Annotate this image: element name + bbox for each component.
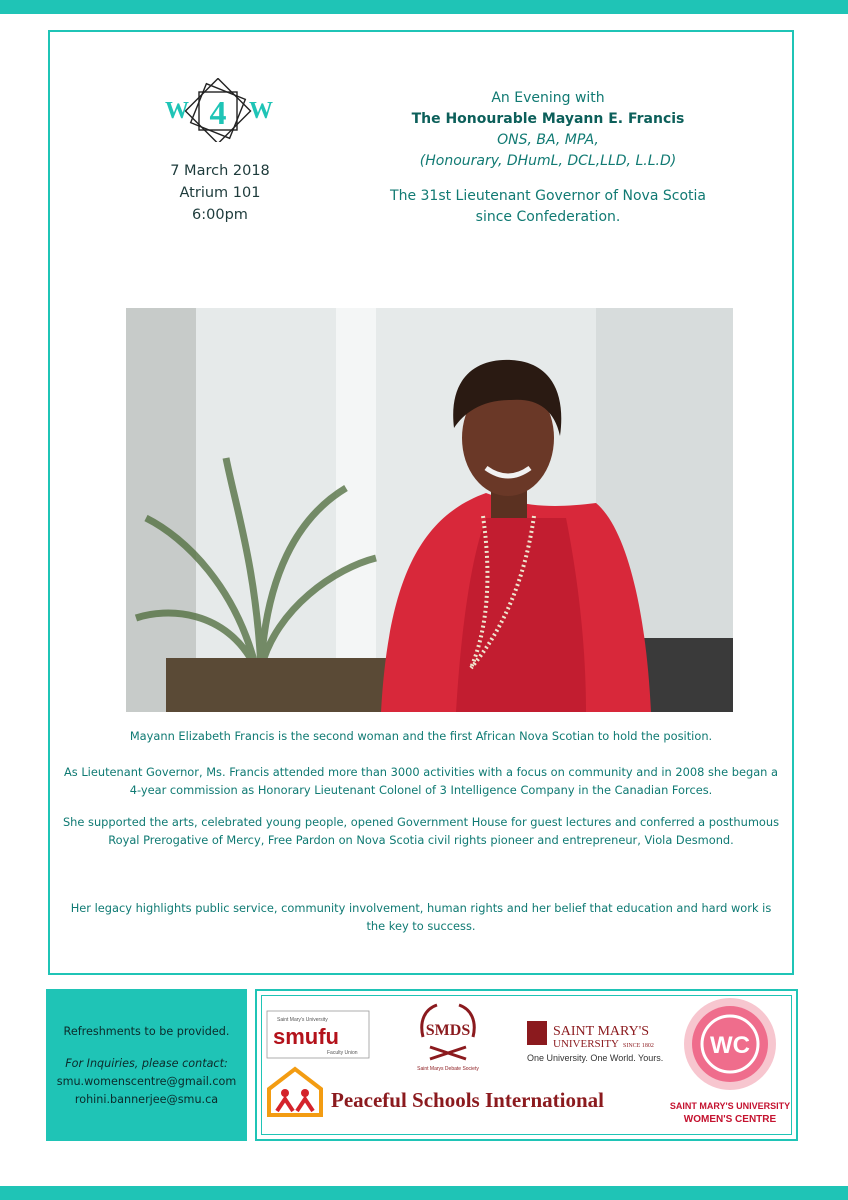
contact-email-1[interactable]: smu.womenscentre@gmail.com — [56, 1075, 237, 1088]
wc-line-2: WOMEN'S CENTRE — [683, 1114, 777, 1125]
refreshments-note: Refreshments to be provided. — [63, 1025, 230, 1038]
smu-main-2: UNIVERSITY — [553, 1038, 619, 1050]
sponsor-logos — [255, 989, 798, 1141]
event-location: Atrium 101 — [179, 185, 261, 201]
wc-line-1: SAINT MARY'S UNIVERSITY — [669, 1101, 791, 1111]
speaker-credentials-1: ONS, BA, MPA, — [497, 132, 599, 148]
smufu-main: smufu — [273, 1024, 339, 1049]
contact-email-2[interactable]: rohini.bannerjee@smu.ca — [74, 1093, 219, 1106]
smufu-logo — [267, 1011, 369, 1058]
contact-box — [46, 989, 247, 1141]
inquiries-label: For Inquiries, please contact: — [65, 1057, 228, 1070]
headline-intro: An Evening with — [491, 90, 605, 106]
speaker-name: The Honourable Mayann E. Francis — [411, 111, 685, 127]
speaker-credentials-2: (Honourary, DHumL, DCL,LLD, L.L.D) — [419, 153, 677, 169]
top-accent-band — [0, 0, 848, 14]
speaker-role-1: The 31st Lieutenant Governor of Nova Scotia — [390, 188, 706, 204]
smds-caption: Saint Marys Debate Society — [417, 1066, 479, 1072]
event-time: 6:00pm — [192, 207, 248, 223]
smu-crest-icon — [527, 1021, 547, 1045]
smufu-small-top: Saint Mary's University — [277, 1017, 328, 1023]
bio-paragraph-2: As Lieutenant Governor, Ms. Francis attended more than 3000 activities with a focus on community and in 2008 she began a 4-year commission as Honorary Lieutenant Colonel of 3 Intelligence Company in the Canadian Forces. — [63, 765, 779, 797]
womens-centre-logo — [670, 998, 790, 1125]
psi-logo — [269, 1069, 604, 1115]
bottom-accent-band — [0, 1186, 848, 1200]
smu-main-1: SAINT MARY'S — [553, 1024, 650, 1039]
smu-tagline: One University. One World. Yours. — [527, 1053, 664, 1063]
bio-paragraph-1: Mayann Elizabeth Francis is the second woman and the first African Nova Scotian to hold the position. — [129, 729, 713, 743]
smu-since: SINCE 1802 — [623, 1043, 654, 1049]
smds-logo — [417, 1005, 479, 1072]
smds-main: SMDS — [425, 1022, 471, 1039]
speaker-photo-illustration — [126, 308, 733, 712]
smufu-small-bottom: Faculty Union — [327, 1050, 358, 1056]
logo-center-number: 4 — [209, 95, 227, 132]
event-headline — [365, 88, 731, 228]
speaker-photo — [126, 308, 733, 712]
psi-main: Peaceful Schools International — [331, 1088, 604, 1112]
event-details — [150, 160, 290, 226]
bio-paragraph-4: Her legacy highlights public service, community involvement, human rights and her belief that education and hard work is the key to success. — [70, 901, 772, 933]
event-date: 7 March 2018 — [170, 163, 270, 179]
w4w-logo — [163, 78, 275, 142]
logo-right-letter: W — [249, 98, 273, 124]
sponsors-box — [255, 989, 798, 1141]
logo-left-letter: W — [165, 98, 189, 124]
wc-letters: WC — [710, 1032, 750, 1059]
speaker-role-2: since Confederation. — [475, 209, 621, 225]
smu-logo — [527, 1021, 663, 1063]
bio-paragraph-3: She supported the arts, celebrated young people, opened Government House for guest lectures and conferred a posthumous Royal Prerogative of Mercy, Free Pardon on Nova Scotia civil rights pioneer and entrepreneur, Viola Desmond. — [62, 815, 780, 847]
